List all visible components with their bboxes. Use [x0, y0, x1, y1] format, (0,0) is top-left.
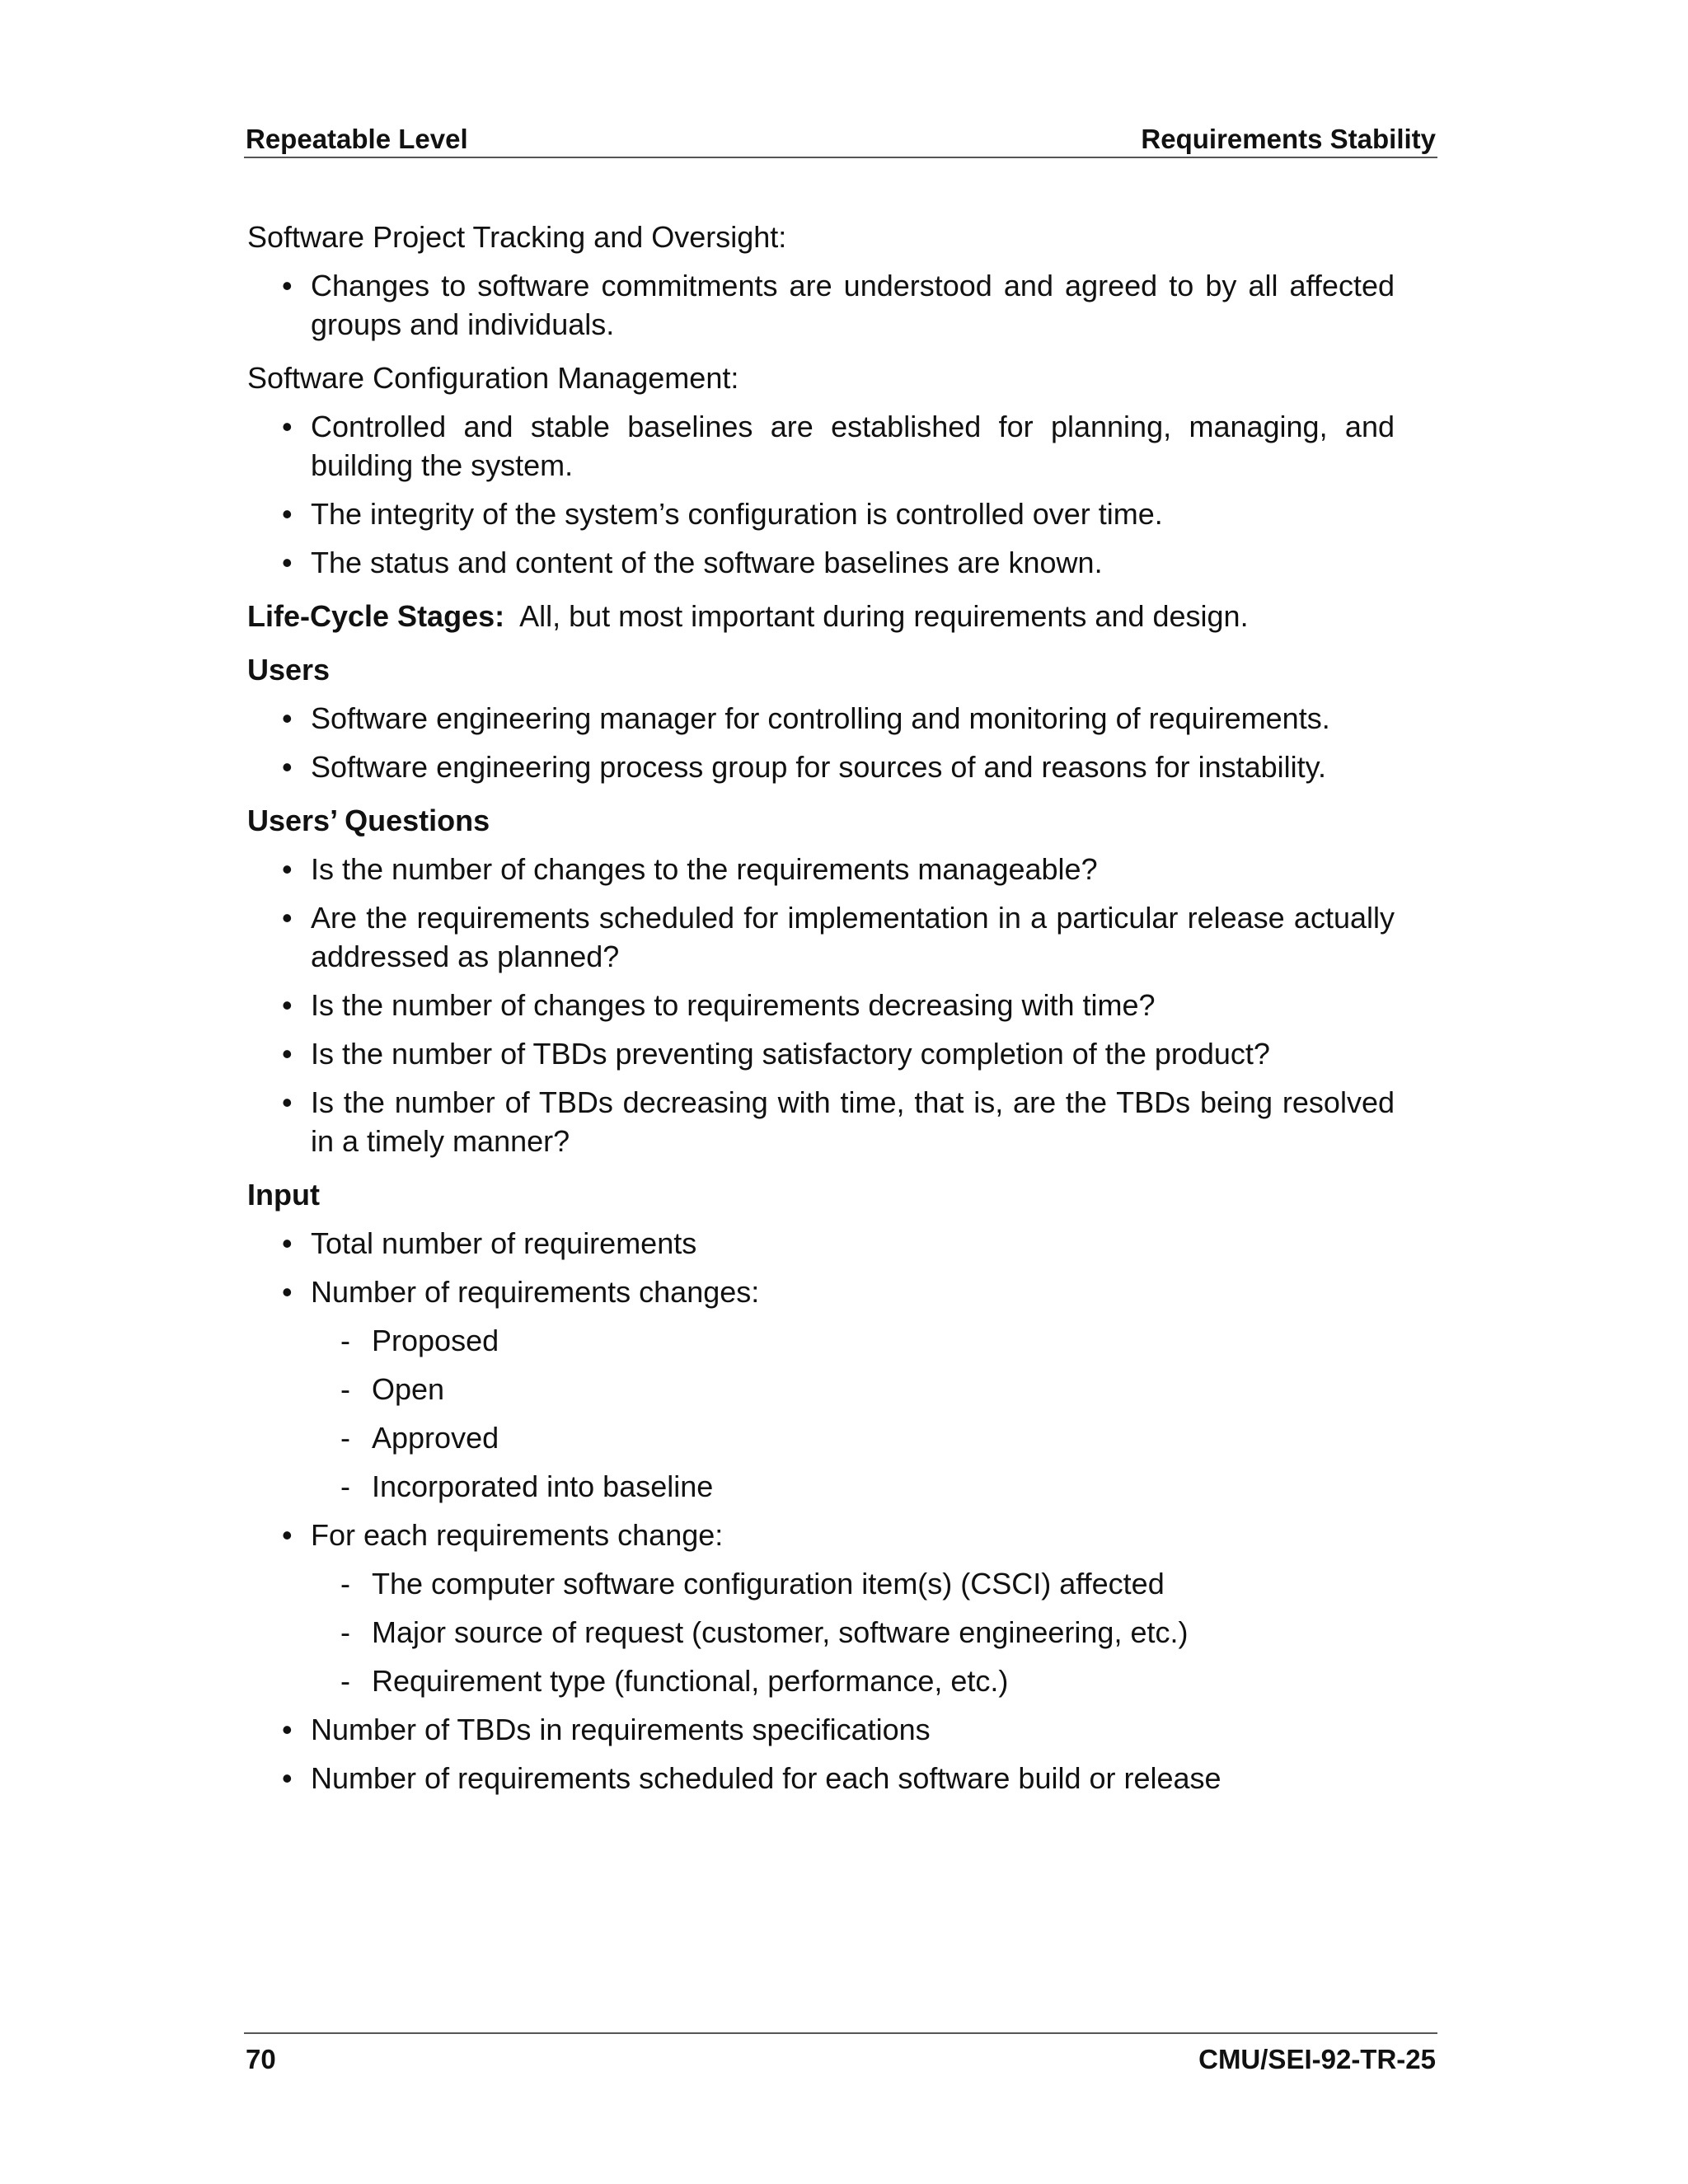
users-questions-heading: Users’ Questions [247, 804, 490, 837]
sublist-item: - Incorporated into baseline [311, 1467, 1395, 1506]
list-item: • The integrity of the system’s configuration is controlled over time. [247, 494, 1395, 533]
dash-marker: - [340, 1567, 350, 1601]
list-item: • Is the number of changes to requirements decreasing with time? [247, 986, 1395, 1024]
questions-list [247, 850, 1395, 1160]
list-item: • Changes to software commitments are understood and agreed to by all affected groups and individuals. [247, 266, 1395, 344]
running-header [244, 124, 1437, 158]
list-item: • Is the number of changes to the requirements manageable? [247, 850, 1395, 888]
lifecycle-stages [247, 597, 1395, 635]
bullet-marker: • [282, 701, 293, 735]
sublist-item: - Proposed [311, 1321, 1395, 1360]
bullet-marker: • [282, 497, 293, 531]
page-number: 70 [246, 2044, 276, 2074]
bullet-marker: • [282, 1037, 293, 1071]
bullet-marker: • [282, 988, 293, 1022]
input-heading: Input [247, 1178, 320, 1212]
list-item: • Number of requirements scheduled for each software build or release [247, 1759, 1395, 1797]
dash-marker: - [340, 1615, 350, 1649]
each-change-sublist [311, 1564, 1395, 1700]
sublist-item: - The computer software configuration item(s) (CSCI) affected [311, 1564, 1395, 1603]
dash-marker: - [340, 1324, 350, 1357]
bullet-marker: • [282, 546, 293, 579]
list-item: • Total number of requirements [247, 1224, 1395, 1263]
scm-list [247, 407, 1395, 582]
bullet-marker: • [282, 1085, 293, 1119]
sublist-item: - Requirement type (functional, performance, etc.) [311, 1661, 1395, 1700]
bullet-marker: • [282, 901, 293, 935]
dash-marker: - [340, 1664, 350, 1698]
list-item: • The status and content of the software baselines are known. [247, 543, 1395, 582]
sptao-list [247, 266, 1395, 344]
lifecycle-label: Life-Cycle Stages: [247, 599, 505, 633]
input-list [247, 1224, 1395, 1797]
users-heading: Users [247, 653, 331, 687]
sublist-item: - Open [311, 1370, 1395, 1408]
bullet-marker: • [282, 1713, 293, 1746]
bullet-marker: • [282, 1518, 293, 1552]
bullet-marker: • [282, 1226, 293, 1260]
report-number: CMU/SEI-92-TR-25 [1198, 2044, 1436, 2074]
sptao-title: Software Project Tracking and Oversight: [247, 220, 787, 254]
sublist-item: - Major source of request (customer, software engineering, etc.) [311, 1613, 1395, 1652]
sublist-item: - Approved [311, 1418, 1395, 1457]
dash-marker: - [340, 1372, 350, 1406]
list-item: • Number of requirements changes: - Proposed - Open - Approved - Incorporated into baseline [247, 1272, 1395, 1506]
running-footer [244, 2032, 1437, 2074]
dash-marker: - [340, 1421, 350, 1455]
header-left-text: Repeatable Level [246, 124, 468, 154]
bullet-marker: • [282, 269, 293, 302]
list-item: • Software engineering process group for sources of and reasons for instability. [247, 748, 1395, 786]
changes-sublist [311, 1321, 1395, 1506]
bullet-marker: • [282, 750, 293, 784]
page-body [247, 218, 1395, 1807]
list-item: • Are the requirements scheduled for implementation in a particular release actually addressed as planned? [247, 898, 1395, 976]
users-list [247, 699, 1395, 786]
list-item: • Number of TBDs in requirements specifications [247, 1710, 1395, 1749]
lifecycle-text: All, but most important during requirements and design. [519, 599, 1249, 633]
list-item: • Is the number of TBDs preventing satisfactory completion of the product? [247, 1034, 1395, 1073]
scm-title: Software Configuration Management: [247, 361, 739, 395]
list-item: • For each requirements change: - The computer software configuration item(s) (CSCI) affected - Major source of request (customer, software engineering, etc.) - Requirement type (functional, performance, etc.) [247, 1516, 1395, 1700]
bullet-marker: • [282, 1275, 293, 1309]
bullet-marker: • [282, 1761, 293, 1795]
list-item: • Controlled and stable baselines are established for planning, managing, and building the system. [247, 407, 1395, 485]
list-item: • Software engineering manager for controlling and monitoring of requirements. [247, 699, 1395, 738]
header-right-text: Requirements Stability [1141, 124, 1436, 154]
dash-marker: - [340, 1469, 350, 1503]
list-item: • Is the number of TBDs decreasing with time, that is, are the TBDs being resolved in a timely manner? [247, 1083, 1395, 1160]
bullet-marker: • [282, 410, 293, 443]
bullet-marker: • [282, 852, 293, 886]
